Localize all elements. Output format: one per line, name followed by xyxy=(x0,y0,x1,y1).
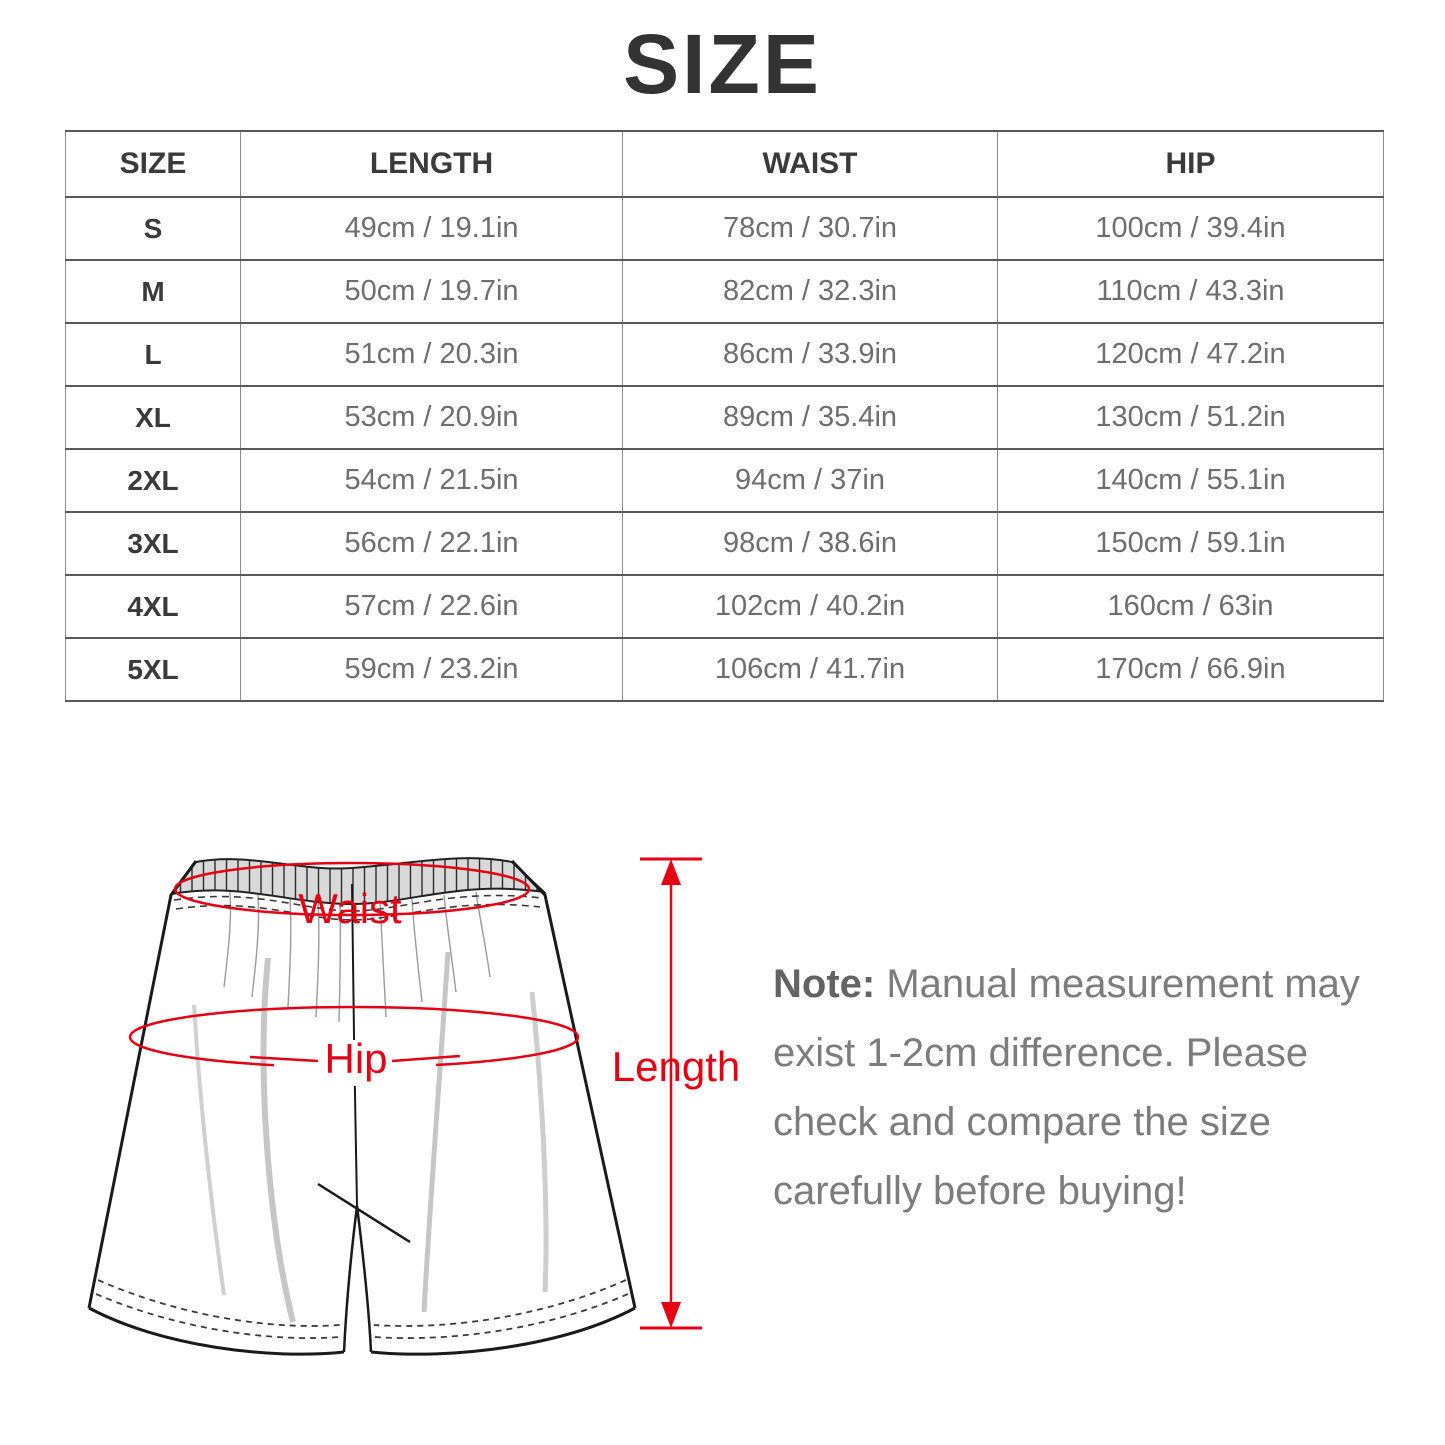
size-label: S xyxy=(66,197,241,260)
size-label: L xyxy=(66,323,241,386)
measurement-annotations xyxy=(130,859,740,1328)
waist-value: 78cm / 30.7in xyxy=(623,197,998,260)
waist-value: 89cm / 35.4in xyxy=(623,386,998,449)
note-line: exist 1-2cm difference. Please xyxy=(773,1031,1309,1075)
hip-value: 170cm / 66.9in xyxy=(998,638,1384,701)
size-label: M xyxy=(66,260,241,323)
hip-value: 140cm / 55.1in xyxy=(998,449,1384,512)
hip-value: 160cm / 63in xyxy=(998,575,1384,638)
column-header-hip: HIP xyxy=(998,131,1384,197)
waist-value: 82cm / 32.3in xyxy=(623,260,998,323)
size-label: XL xyxy=(66,386,241,449)
length-value: 59cm / 23.2in xyxy=(241,638,623,701)
measurement-note xyxy=(773,950,1360,1226)
length-value: 57cm / 22.6in xyxy=(241,575,623,638)
hip-value: 130cm / 51.2in xyxy=(998,386,1384,449)
length-arrow xyxy=(640,859,702,1328)
length-label: Length xyxy=(611,1043,740,1090)
length-value: 56cm / 22.1in xyxy=(241,512,623,575)
table-row xyxy=(66,323,1384,386)
table-row xyxy=(66,638,1384,701)
table-row xyxy=(66,449,1384,512)
hip-value: 110cm / 43.3in xyxy=(998,260,1384,323)
size-label: 4XL xyxy=(66,575,241,638)
length-value: 51cm / 20.3in xyxy=(241,323,623,386)
waist-value: 98cm / 38.6in xyxy=(623,512,998,575)
table-row xyxy=(66,197,1384,260)
table-row xyxy=(66,575,1384,638)
hem-stitching xyxy=(96,1280,628,1338)
note-line: check and compare the size xyxy=(773,1100,1272,1144)
crotch-crease xyxy=(318,1184,410,1242)
table-row xyxy=(66,260,1384,323)
note-line xyxy=(773,950,1360,1019)
table-row xyxy=(66,512,1384,575)
length-value: 49cm / 19.1in xyxy=(241,197,623,260)
waist-value: 106cm / 41.7in xyxy=(623,638,998,701)
hip-value: 150cm / 59.1in xyxy=(998,512,1384,575)
hip-label: Hip xyxy=(324,1035,388,1082)
note-text: Manual measurement may xyxy=(886,962,1360,1006)
table-row xyxy=(66,386,1384,449)
length-value: 50cm / 19.7in xyxy=(241,260,623,323)
length-value: 53cm / 20.9in xyxy=(241,386,623,449)
waist-value: 102cm / 40.2in xyxy=(623,575,998,638)
shorts-measurement-diagram xyxy=(40,830,740,1410)
size-label: 2XL xyxy=(66,449,241,512)
table-header-row xyxy=(66,131,1384,197)
note-line: carefully before buying! xyxy=(773,1169,1187,1213)
page-title: SIZE xyxy=(623,17,822,111)
note-label: Note: xyxy=(773,962,876,1006)
length-value: 54cm / 21.5in xyxy=(241,449,623,512)
waist-value: 86cm / 33.9in xyxy=(623,323,998,386)
size-chart-table xyxy=(65,130,1384,702)
waist-value: 94cm / 37in xyxy=(623,449,998,512)
hip-value: 100cm / 39.4in xyxy=(998,197,1384,260)
size-label: 5XL xyxy=(66,638,241,701)
column-header-waist: WAIST xyxy=(623,131,998,197)
waist-label: Waist xyxy=(298,885,402,932)
column-header-size: SIZE xyxy=(66,131,241,197)
size-label: 3XL xyxy=(66,512,241,575)
shorts-outline xyxy=(89,861,635,1354)
column-header-length: LENGTH xyxy=(241,131,623,197)
hip-value: 120cm / 47.2in xyxy=(998,323,1384,386)
